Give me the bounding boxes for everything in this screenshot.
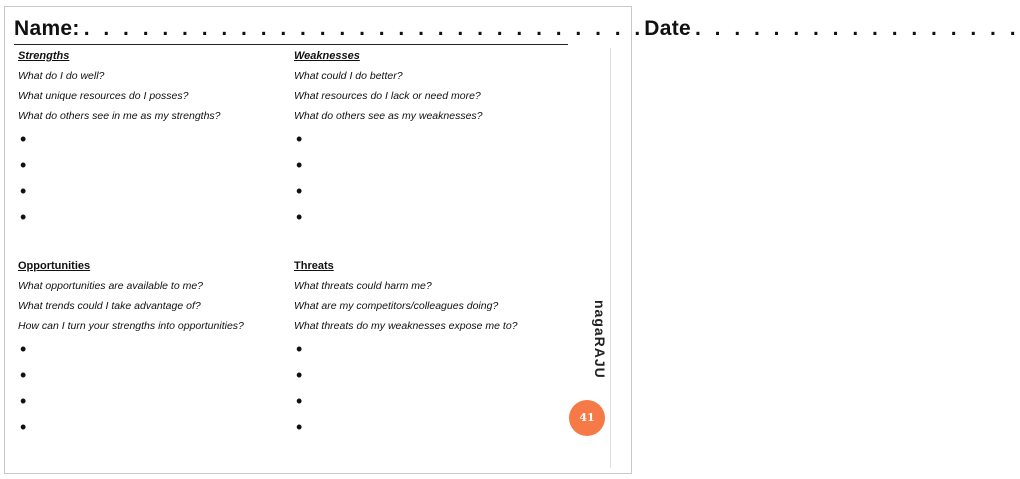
weaknesses-quadrant [294,46,564,230]
name-label: Name: [14,17,80,40]
weaknesses-question: What do others see as my weaknesses? [294,110,483,122]
threats-bullet-list [294,336,564,440]
threats-question: What threats do my weaknesses expose me to? [294,320,518,332]
opportunities-question: How can I turn your strengths into opportunities? [18,320,244,332]
date-blank[interactable]: . . . . . . . . . . . . . . . . . [695,17,1020,40]
threats-quadrant [294,256,564,440]
opportunities-question: What opportunities are available to me? [18,280,204,292]
bullet-item[interactable] [18,204,293,230]
weaknesses-question: What could I do better? [294,70,403,82]
bullet-item[interactable] [18,336,293,362]
opportunities-title: Opportunities [18,260,91,272]
bullet-item[interactable] [18,178,293,204]
side-divider [610,48,611,468]
bullet-item[interactable] [18,126,293,152]
weaknesses-bullet-list [294,126,564,230]
opportunities-bullet-list [18,336,293,440]
name-date-header [14,14,1020,45]
opportunities-quadrant [18,256,293,440]
bullet-item[interactable] [18,152,293,178]
threats-title: Threats [294,260,334,272]
bullet-item[interactable] [294,414,564,440]
threats-question: What are my competitors/colleagues doing? [294,300,499,312]
bullet-item[interactable] [18,414,293,440]
bullet-item[interactable] [18,388,293,414]
swot-grid [18,46,563,471]
strengths-question: What unique resources do I posses? [18,90,189,102]
bullet-item[interactable] [294,126,564,152]
date-label: Date [644,17,691,40]
threats-question: What threats could harm me? [294,280,432,292]
weaknesses-title: Weaknesses [294,50,360,62]
name-blank[interactable]: . . . . . . . . . . . . . . . . . . . . . . . . . . . . . [83,17,645,40]
bullet-item[interactable] [294,178,564,204]
strengths-question: What do I do well? [18,70,105,82]
bullet-item[interactable] [294,152,564,178]
bullet-item[interactable] [18,362,293,388]
bullet-item[interactable] [294,336,564,362]
page-number-badge: 41 [569,400,605,436]
opportunities-question: What trends could I take advantage of? [18,300,201,312]
strengths-question: What do others see in me as my strengths? [18,110,221,122]
strengths-bullet-list [18,126,293,230]
weaknesses-question: What resources do I lack or need more? [294,90,481,102]
bullet-item[interactable] [294,362,564,388]
strengths-quadrant [18,46,293,230]
author-vertical-text: nagaRAJU [592,300,608,379]
bullet-item[interactable] [294,204,564,230]
strengths-title: Strengths [18,50,70,62]
bullet-item[interactable] [294,388,564,414]
